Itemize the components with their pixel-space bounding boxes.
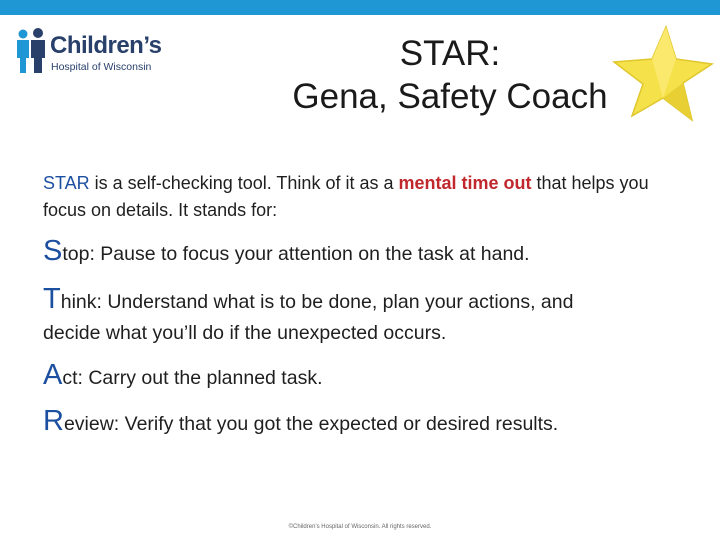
item-letter-r: R: [43, 405, 64, 437]
item-letter-t: T: [43, 283, 61, 315]
star-item-think-continued: decide what you’ll do if the unexpected occurs.: [43, 322, 447, 344]
item-text-think: hink: Understand what is to be done, plan your actions, and: [60, 291, 574, 313]
item-text-act: ct: Carry out the planned task.: [62, 367, 323, 389]
star-item-act: [43, 360, 322, 393]
star-item-think: [43, 284, 573, 317]
item-text-stop: top: Pause to focus your attention on the task at hand.: [62, 243, 530, 265]
intro-star-term: STAR: [43, 173, 90, 193]
item-text-review: eview: Verify that you got the expected or desired results.: [63, 413, 559, 435]
item-letter-a: A: [43, 359, 63, 391]
intro-text-1: is a self-checking tool. Think of it as a: [89, 173, 399, 193]
intro-text-2: that helps you focus on details. It stands for:: [43, 173, 649, 220]
logo-name: Children’s: [50, 32, 162, 59]
hospital-logo: [14, 28, 174, 78]
top-accent-bar: [0, 0, 720, 15]
logo-subtitle: Hospital of Wisconsin: [51, 61, 152, 73]
copyright-footer: ©Children’s Hospital of Wisconsin. All rights reserved.: [288, 524, 432, 530]
children-figures-icon: [14, 28, 48, 74]
intro-paragraph: [43, 170, 683, 224]
intro-mental-time-out: mental time out: [398, 173, 532, 193]
star-item-stop: [43, 236, 530, 269]
title-line-1: STAR:: [399, 34, 501, 73]
item-letter-s: S: [43, 235, 63, 267]
title-line-2: Gena, Safety Coach: [292, 77, 608, 116]
star-icon: [608, 24, 716, 124]
star-item-review: [43, 406, 558, 439]
